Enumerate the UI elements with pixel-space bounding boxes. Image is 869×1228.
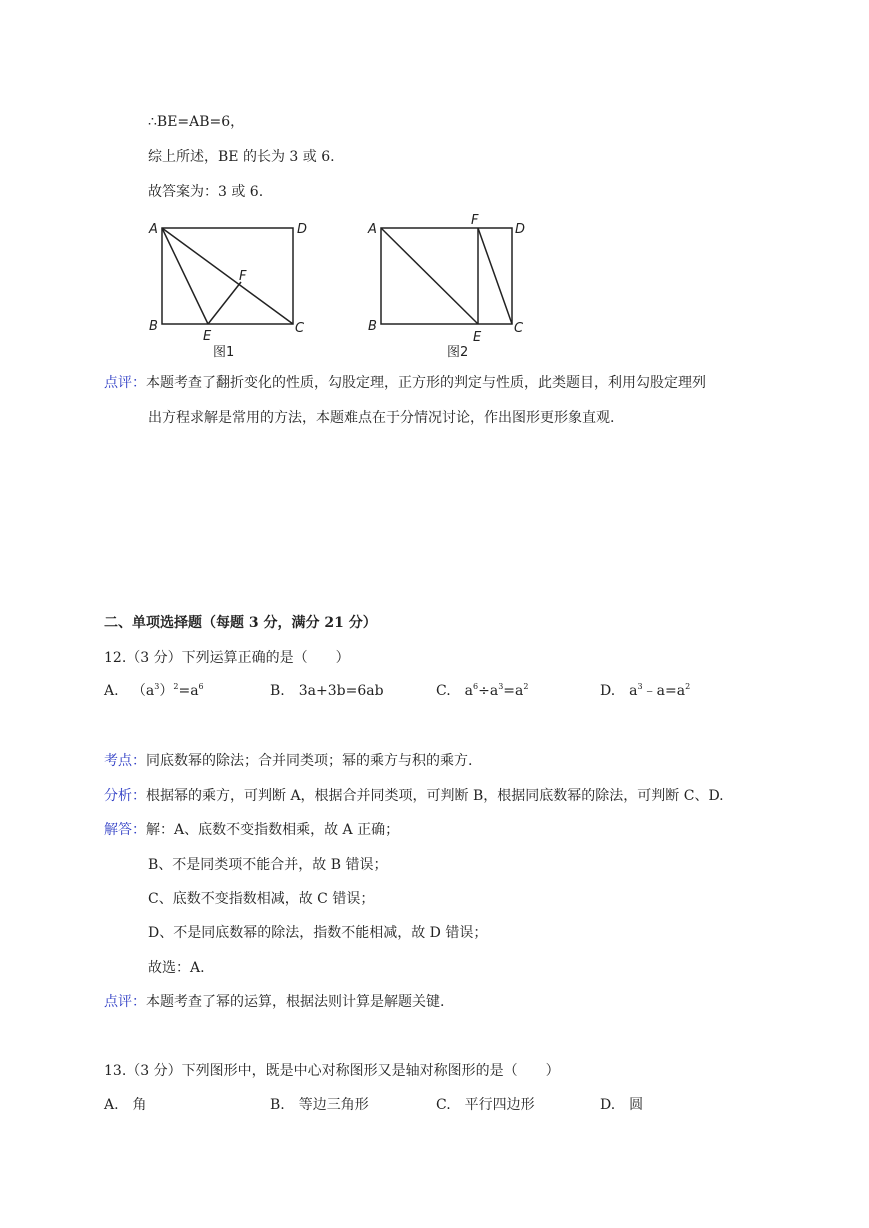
fenxi-text: 根据幂的乘方，可判断 A，根据合并同类项，可判断 B，根据同底数幂的除法，可判断 C、D.	[146, 788, 724, 804]
label-d: D	[297, 222, 308, 237]
label-f: F	[471, 213, 479, 228]
dianping-text: 本题考查了幂的运算，根据法则计算是解题关键.	[146, 994, 445, 1010]
segment-ef	[208, 282, 241, 324]
label-b: B	[149, 319, 158, 334]
kaodian-text: 同底数幂的除法；合并同类项；幂的乘方与积的乘方.	[146, 753, 473, 769]
option-b: B. 等边三角形	[270, 1097, 369, 1113]
text-line: 综上所述，BE 的长为 3 或 6.	[148, 149, 335, 165]
text-line: ∴BE=AB=6，	[148, 114, 245, 130]
question-12-stem: 12.（3 分）下列运算正确的是（ ）	[104, 650, 350, 666]
label-e: E	[473, 330, 482, 345]
label-b: B	[368, 319, 377, 334]
label-f: F	[239, 269, 247, 284]
label-c: C	[514, 321, 524, 336]
jieda-label: 解答：	[104, 822, 146, 838]
jieda-line: C、底数不变指数相减，故 C 错误；	[148, 891, 375, 907]
kaodian-label: 考点：	[104, 753, 146, 769]
jieda-line: 故选：A.	[148, 960, 205, 976]
dianping-label: 点评：	[104, 994, 146, 1010]
label-d: D	[515, 222, 526, 237]
rectangle-abcd	[381, 228, 512, 324]
figure-1	[145, 212, 320, 360]
jieda-row	[104, 820, 399, 840]
text-line: 出方程求解是常用的方法，本题难点在于分情况讨论，作出图形更形象直观.	[148, 410, 615, 426]
dianping-text: 本题考查了翻折变化的性质，勾股定理，正方形的判定与性质，此类题目，利用勾股定理列	[146, 375, 706, 391]
option-c: C. 平行四边形	[436, 1097, 535, 1113]
dianping-row	[104, 992, 444, 1012]
option-b: B. 3a+3b=6ab	[270, 683, 384, 699]
segment-fc	[478, 228, 512, 324]
label-e: E	[203, 329, 212, 344]
option-d: D. 圆	[600, 1097, 644, 1113]
comment-row	[104, 373, 706, 393]
option-c: C. $a^6\div a^3=a^2$	[436, 682, 529, 699]
question-13-stem: 13.（3 分）下列图形中，既是中心对称图形又是轴对称图形的是（ ）	[104, 1063, 560, 1079]
label-a: A	[368, 222, 377, 237]
figure-1-caption: 图1	[213, 345, 235, 360]
fenxi-row	[104, 786, 724, 806]
label-a: A	[149, 222, 158, 237]
option-a: A. 角	[104, 1097, 147, 1113]
section-heading: 二、单项选择题（每题 3 分，满分 21 分）	[104, 615, 377, 631]
segment-ae	[381, 228, 478, 324]
figure-2	[364, 210, 539, 360]
kaodian-row	[104, 751, 472, 771]
segment-ac	[162, 228, 293, 324]
figure-2-caption: 图2	[447, 345, 469, 360]
label-c: C	[295, 321, 305, 336]
option-d: D. $a^3﹣a=a^2$	[600, 682, 691, 699]
text-line: 故答案为：3 或 6.	[148, 184, 264, 200]
option-a: A. $(a^3)^2=a^6$	[104, 682, 204, 699]
jieda-text: 解：A、底数不变指数相乘，故 A 正确；	[146, 822, 400, 838]
segment-ae	[162, 228, 208, 324]
fenxi-label: 分析：	[104, 788, 146, 804]
jieda-line: B、不是同类项不能合并，故 B 错误；	[148, 857, 388, 873]
jieda-line: D、不是同底数幂的除法，指数不能相减，故 D 错误；	[148, 925, 488, 941]
dianping-label: 点评：	[104, 375, 146, 391]
